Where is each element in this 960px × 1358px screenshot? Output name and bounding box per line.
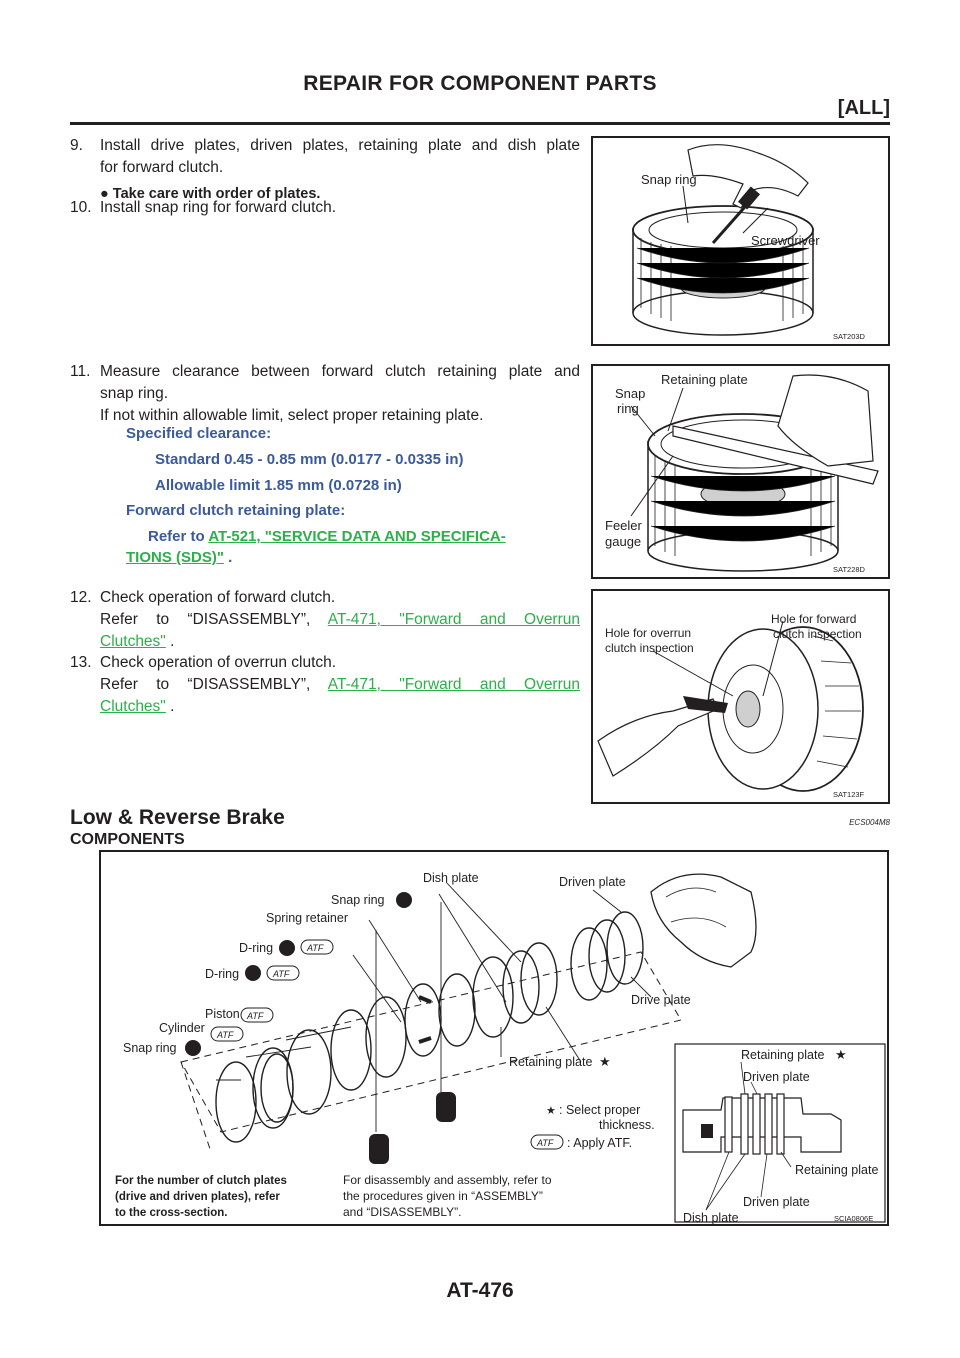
- note-left-line1: For the number of clutch plates: [115, 1175, 287, 1187]
- step-number: 9.: [70, 137, 83, 154]
- atf-badge: ATF: [273, 969, 290, 979]
- ref-prefix: Refer to “DISASSEMBLY”,: [100, 611, 311, 628]
- sds-link-cont[interactable]: TIONS (SDS)": [126, 549, 224, 566]
- note-mid-line1: For disassembly and assembly, refer to: [343, 1173, 552, 1187]
- header-rule: [70, 122, 890, 125]
- figure-clutch-inspection: [591, 589, 890, 804]
- label-screwdriver: Screwdriver: [751, 233, 820, 248]
- label-driven-plate: Driven plate: [559, 875, 626, 889]
- star-icon: ★: [835, 1047, 847, 1062]
- step-number: 11.: [70, 363, 91, 380]
- step-12: [70, 587, 580, 653]
- figure-code: SAT228D: [833, 565, 865, 574]
- spec-plate-label: Forward clutch retaining plate:: [126, 502, 346, 519]
- section-code: ECS004M8: [849, 818, 890, 827]
- spec-clearance-label: Specified clearance:: [126, 425, 272, 442]
- step-13: [70, 652, 580, 718]
- note-left-line2: (drive and driven plates), refer: [115, 1191, 280, 1203]
- label-drive-plate: Drive plate: [631, 993, 691, 1007]
- note-mid-line3: and “DISASSEMBLY”.: [343, 1205, 462, 1219]
- legend-star-line2: thickness.: [599, 1118, 655, 1132]
- label-overrun-line1: Hole for overrun: [605, 626, 692, 640]
- ref-link[interactable]: AT-471, "Forward and Overrun: [327, 611, 580, 628]
- section-tag: [ALL]: [837, 97, 890, 119]
- figure-code: SAT123F: [833, 790, 865, 799]
- note-left-line3: to the cross-section.: [115, 1207, 228, 1219]
- label-retaining-plate: Retaining plate: [661, 372, 748, 387]
- step-text: Measure clearance between forward clutch retaining plate and: [100, 363, 580, 380]
- step-number: 13.: [70, 654, 92, 671]
- label-d-ring-1: D-ring: [239, 941, 274, 955]
- star-icon: ★: [599, 1054, 611, 1069]
- clutch-inspection-illustration: [593, 591, 888, 802]
- label-snap-ring: Snap ring: [641, 172, 697, 187]
- label-forward-line2: clutch inspection: [773, 627, 862, 641]
- ref-link[interactable]: AT-471, "Forward and Overrun: [327, 676, 580, 693]
- cs-label-driven-bottom: Driven plate: [743, 1195, 810, 1209]
- atf-badge: ATF: [217, 1030, 234, 1040]
- figure-feeler-gauge: [591, 364, 890, 579]
- note-mid-line2: the procedures given in “ASSEMBLY”: [343, 1189, 543, 1203]
- sds-link[interactable]: AT-521, "SERVICE DATA AND SPECIFICA-: [208, 528, 506, 545]
- spec-standard: Standard 0.45 - 0.85 mm (0.0177 - 0.0335 in): [155, 451, 464, 468]
- ref-link-cont[interactable]: Clutches": [100, 633, 166, 650]
- spec-refer: [148, 528, 506, 545]
- star-icon: ★: [546, 1105, 556, 1117]
- note-text: Take care with order of plates.: [112, 186, 321, 202]
- page-title: REPAIR FOR COMPONENT PARTS: [303, 72, 657, 95]
- label-forward-line1: Hole for forward: [771, 612, 857, 626]
- figure-code: SAT203D: [833, 332, 865, 341]
- step-text: Check operation of forward clutch.: [100, 589, 336, 606]
- cs-label-driven-top: Driven plate: [743, 1070, 810, 1084]
- label-snap-ring-top: Snap ring: [331, 893, 385, 907]
- label-retaining-plate: Retaining plate: [509, 1055, 593, 1069]
- label-dish-plate: Dish plate: [423, 871, 479, 885]
- label-snap-ring-left: Snap ring: [123, 1041, 177, 1055]
- legend-atf: : Apply ATF.: [567, 1136, 633, 1150]
- figure-components: [99, 850, 889, 1226]
- sub-heading: COMPONENTS: [70, 831, 185, 848]
- suffix: .: [170, 633, 175, 650]
- step-number: 12.: [70, 589, 92, 606]
- step-11: [70, 361, 580, 427]
- label-ring: ring: [617, 401, 639, 416]
- snap-ring-illustration: [593, 138, 888, 344]
- cs-label-dish: Dish plate: [683, 1211, 739, 1224]
- step-text: Install snap ring for forward clutch.: [100, 199, 337, 216]
- atf-badge: ATF: [307, 943, 324, 953]
- cs-label-retaining-right: Retaining plate: [795, 1163, 879, 1177]
- label-overrun-line2: clutch inspection: [605, 641, 694, 655]
- section-heading: Low & Reverse Brake: [70, 806, 285, 829]
- step-number: 10.: [70, 199, 92, 216]
- step-10: [70, 197, 336, 219]
- suffix: .: [170, 698, 175, 715]
- suffix: .: [228, 549, 233, 566]
- step-text: Install drive plates, driven plates, retaining plate and dish plate: [100, 137, 580, 154]
- atf-badge: ATF: [247, 1011, 264, 1021]
- step-text: for forward clutch.: [100, 159, 224, 176]
- replace-icon: [369, 1092, 456, 1164]
- figure-snap-ring: [591, 136, 890, 346]
- components-illustration: [101, 852, 887, 1224]
- label-d-ring-2: D-ring: [205, 967, 240, 981]
- figure-code: SCIA0806E: [834, 1214, 874, 1223]
- step-text: If not within allowable limit, select proper retaining plate.: [100, 407, 484, 424]
- cs-label-retaining-top: Retaining plate: [741, 1048, 825, 1062]
- label-cylinder: Cylinder: [159, 1021, 205, 1035]
- label-gauge: gauge: [605, 534, 642, 549]
- label-snap: Snap: [615, 386, 646, 401]
- atf-badge: ATF: [537, 1138, 554, 1148]
- spec-limit: Allowable limit 1.85 mm (0.0728 in): [155, 477, 402, 494]
- label-piston: Piston: [205, 1007, 240, 1021]
- ref-prefix: Refer to “DISASSEMBLY”,: [100, 676, 311, 693]
- bullet-icon: ●: [100, 186, 113, 202]
- feeler-gauge-illustration: [593, 366, 888, 577]
- step-text: snap ring.: [100, 385, 169, 402]
- ref-link-cont[interactable]: Clutches": [100, 698, 166, 715]
- step-text: Check operation of overrun clutch.: [100, 654, 337, 671]
- legend-star-line1: : Select proper: [559, 1103, 641, 1117]
- label-feeler: Feeler: [605, 518, 642, 533]
- label-spring-retainer: Spring retainer: [266, 911, 348, 925]
- page-number: AT-476: [446, 1279, 514, 1302]
- spec-refer-cont: [126, 549, 232, 566]
- refer-text: Refer to: [148, 528, 205, 545]
- step-9: [70, 135, 580, 205]
